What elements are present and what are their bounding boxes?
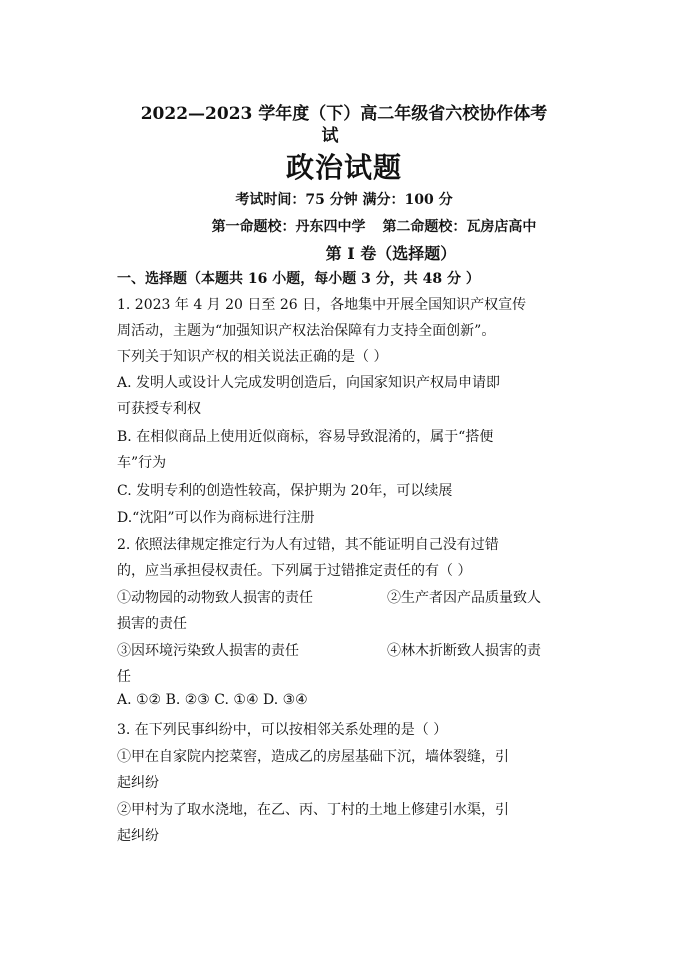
q3-option-2-line-2: 起纠纷 — [117, 828, 159, 844]
q3-option-1-line-1: ①甲在自家院内挖菜窖，造成乙的房屋基础下沉，墙体裂缝，引 — [117, 749, 509, 765]
q1-option-c: C. 发明专利的创造性较高，保护期为 20年，可以续展 — [117, 483, 453, 499]
section-heading: 一、选择题（本题共 16 小题，每小题 3 分，共 48 分 ） — [117, 271, 480, 287]
q1-option-a-line-1: A. 发明人或设计人完成发明创造后，向国家知识产权局申请即 — [117, 375, 501, 391]
first-school: 第一命题校：丹东四中学 — [211, 219, 366, 235]
q2-option-3: ③因环境污染致人损害的责任 — [117, 643, 299, 659]
q1-stem-line-3: 下列关于知识产权的相关说法正确的是（ ） — [117, 349, 388, 365]
q2-answer-choices: A. ①② B. ②③ C. ①④ D. ③④ — [117, 692, 308, 708]
q2-option-1: ①动物园的动物致人损害的责任 — [117, 590, 313, 606]
q2-option-2: ②生产者因产品质量致人 — [387, 590, 541, 606]
exam-title-line-1: 2022—2023 学年度（下）高二年级省六校协作体考 — [140, 104, 548, 124]
second-school: 第二命题校：瓦房店高中 — [382, 219, 537, 235]
q2-options-row-1 — [117, 587, 577, 607]
q1-option-b-line-1: B. 在相似商品上使用近似商标，容易导致混淆的，属于“搭便 — [117, 429, 494, 445]
q3-option-1-line-2: 起纠纷 — [117, 775, 159, 791]
q1-stem-line-1: 1. 2023 年 4 月 20 日至 26 日，各地集中开展全国知识产权宣传 — [117, 297, 527, 313]
proposing-schools — [0, 216, 688, 236]
q1-option-a-line-2: 可获授专利权 — [117, 401, 201, 417]
q2-option-4: ④林木折断致人损害的责 — [387, 643, 541, 659]
exam-time-info: 考试时间：75 分钟 满分：100 分 — [235, 192, 453, 208]
q2-stem-line-2: 的，应当承担侵权责任。下列属于过错推定责任的有（ ） — [117, 563, 472, 579]
part-heading: 第 I 卷（选择题） — [325, 244, 457, 263]
q1-option-b-line-2: 车”行为 — [117, 455, 167, 471]
q2-options-row-2 — [117, 640, 577, 660]
subject-title: 政治试题 — [285, 151, 402, 184]
q2-option-2-cont: 损害的责任 — [117, 616, 187, 632]
q3-stem: 3. 在下列民事纠纷中，可以按相邻关系处理的是（ ） — [117, 722, 448, 738]
q2-stem-line-1: 2. 依照法律规定推定行为人有过错，其不能证明自己没有过错 — [117, 537, 499, 553]
q2-option-4-cont: 任 — [117, 669, 131, 685]
q1-stem-line-2: 周活动，主题为“加强知识产权法治保障有力支持全面创新”。 — [117, 323, 496, 339]
exam-title-line-2: 试 — [321, 126, 339, 146]
q1-option-d: D.“沈阳”可以作为商标进行注册 — [117, 510, 315, 526]
q3-option-2-line-1: ②甲村为了取水浇地，在乙、丙、丁村的土地上修建引水渠，引 — [117, 802, 509, 818]
